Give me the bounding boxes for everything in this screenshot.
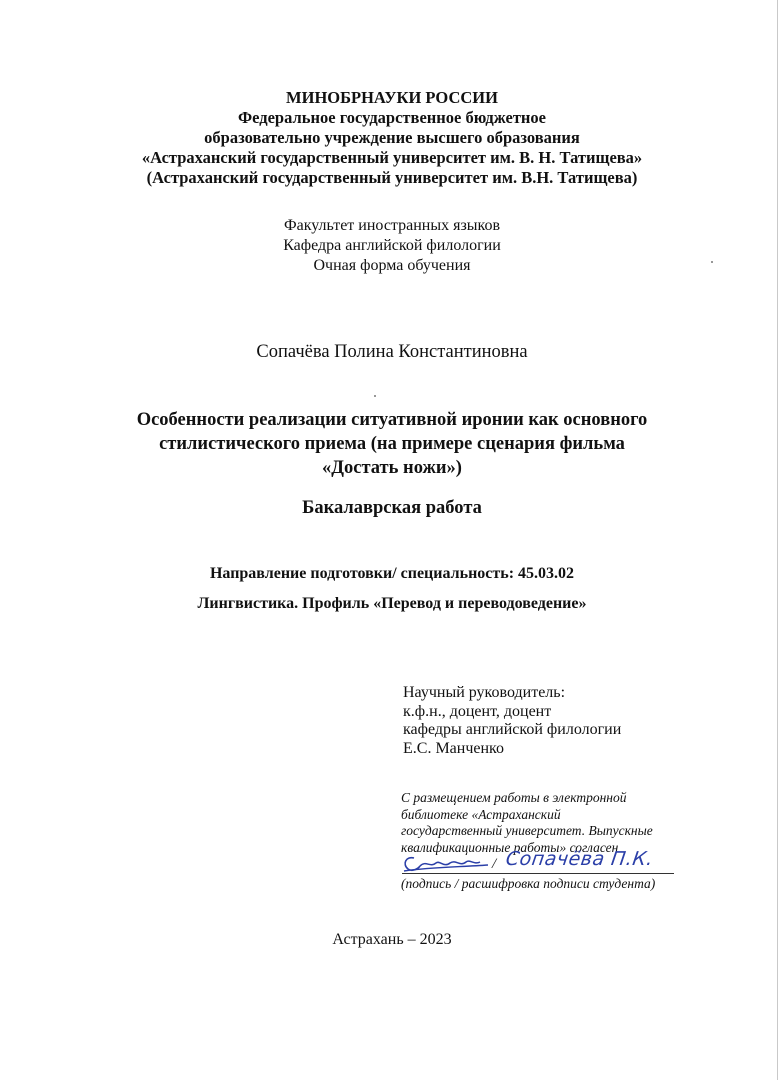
supervisor-line: Научный руководитель: xyxy=(403,684,566,701)
consent-statement xyxy=(401,790,701,856)
direction-line: Направление подготовки/ специальность: 45.03.02 xyxy=(209,565,575,582)
signature-underline xyxy=(402,873,674,874)
title-line: стилистического приема (на примере сценария фильма xyxy=(159,434,625,454)
thesis-title xyxy=(0,408,784,480)
scan-speck xyxy=(374,395,376,397)
faculty-block xyxy=(0,216,784,276)
signature-row xyxy=(400,850,680,876)
city-year: Астрахань – 2023 xyxy=(332,931,452,948)
study-form-line: Очная форма обучения xyxy=(313,257,471,274)
header-line: МИНОБРНАУКИ РОССИИ xyxy=(286,88,498,107)
work-type: Бакалаврская работа xyxy=(302,498,482,518)
title-line: Особенности реализации ситуативной иронии как основного xyxy=(136,410,648,430)
supervisor-line: Е.С. Манченко xyxy=(403,739,505,757)
supervisor-line: кафедры английской филологии xyxy=(403,721,622,738)
faculty-line: Факультет иностранных языков xyxy=(283,217,501,234)
author-name: Сопачёва Полина Константиновна xyxy=(256,342,528,362)
signature-slash: / xyxy=(492,856,497,872)
supervisor-line: к.ф.н., доцент, доцент xyxy=(403,702,552,720)
header-line: (Астраханский государственный университет им. В.Н. Татищева) xyxy=(146,168,638,187)
consent-line: квалификационные работы» согласен xyxy=(401,839,619,855)
department-line: Кафедра английской филологии xyxy=(283,237,501,254)
ministry-header xyxy=(0,88,784,188)
supervisor-block xyxy=(403,684,621,758)
header-line: Федеральное государственное бюджетное xyxy=(237,108,547,127)
title-line: «Достать ножи») xyxy=(322,458,462,478)
consent-line: библиотеке «Астраханский xyxy=(401,806,561,822)
header-line: образовательно учреждение высшего образования xyxy=(204,128,580,147)
consent-line: государственный университет. Выпускные xyxy=(401,823,653,838)
header-line: «Астраханский государственный университет им. В. Н. Татищева» xyxy=(141,148,643,167)
profile-line: Лингвистика. Профиль «Перевод и переводоведение» xyxy=(197,595,587,612)
student-name-handwritten: Сопачёва П.К. xyxy=(504,848,655,870)
signature-caption: (подпись / расшифровка подписи студента) xyxy=(401,876,656,891)
consent-line: С размещением работы в электронной xyxy=(401,790,627,805)
